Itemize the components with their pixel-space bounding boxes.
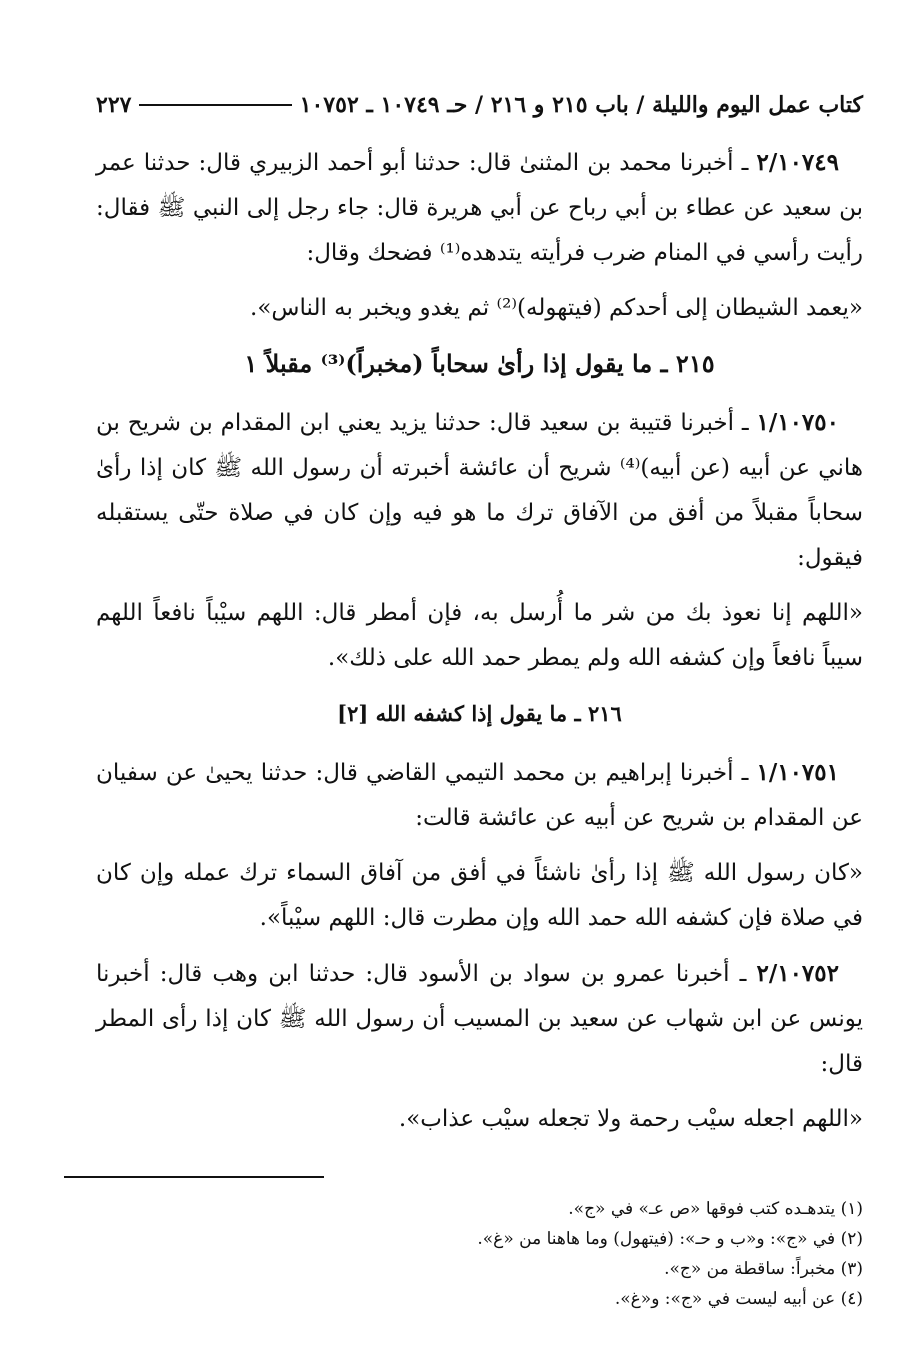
main-text (96, 140, 863, 1152)
hadith-number: ٢/١٠٧٤٩ (756, 149, 839, 176)
hadith-number: ٢/١٠٧٥٢ (756, 960, 839, 987)
hadith-10749 (96, 140, 863, 276)
chapter-heading-215: ٢١٥ ـ ما يقول إذا رأىٰ سحاباً (مخبراً)⁽³⁾ مقبلاً ١ (244, 349, 715, 378)
chapter-heading-216: ٢١٦ ـ ما يقول إذا كشفه الله [٢] (337, 701, 622, 726)
hadith-10750 (96, 400, 863, 581)
page-number: ٢٢٧ (96, 92, 132, 118)
hadith-text: ـ أخبرنا عمرو بن سواد بن الأسود قال: حدثنا ابن وهب قال: أخبرنا يونس عن ابن شهاب عن سعيد بن المسيب أن رسول الله ﷺ كان إذا رأى المطر قال: (96, 961, 863, 1077)
footnote-4: (٤) عن أبيه ليست في «ج»: و«غ». (614, 1289, 863, 1309)
hadith-quote: «كان رسول الله ﷺ إذا رأىٰ ناشئاً في أفق من آفاق السماء ترك عمله وإن كان في صلاة فإن كشفه الله حمد الله وإن مطرت قال: اللهم سيْباً». (96, 860, 863, 931)
footnote-separator (64, 1176, 324, 1178)
page-header (96, 86, 863, 124)
hadith-quote: «يعمد الشيطان إلى أحدكم (فيتهوله)⁽²⁾ ثم يغدو ويخبر به الناس». (250, 295, 863, 321)
footnote-2: (٢) في «ج»: و«ب و حـ»: (فيتهول) وما هاهنا من «غ». (477, 1229, 863, 1249)
hadith-text: ـ أخبرنا قتيبة بن سعيد قال: حدثنا يزيد يعني ابن المقدام بن شريح بن هاني عن أبيه (عن أبيه)⁽⁴⁾ شريح أن عائشة أخبرته أن رسول الله ﷺ كان إذا رأىٰ سحاباً مقبلاً من أفق من الآفاق ترك ما هو فيه وإن كان في صلاة حتّى يستقبله فيقول: (96, 410, 863, 571)
hadith-10751 (96, 750, 863, 841)
footnote-3: (٣) مخبراً: ساقطة من «ج». (664, 1259, 863, 1279)
header-rule (139, 104, 291, 106)
hadith-text: ـ أخبرنا محمد بن المثنىٰ قال: حدثنا أبو أحمد الزبيري قال: حدثنا عمر بن سعيد عن عطاء بن أبي رباح عن أبي هريرة قال: جاء رجل إلى النبي ﷺ فقال: رأيت رأسي في المنام ضرب فرأيته يتدهده⁽¹⁾ فضحك وقال: (96, 150, 863, 266)
hadith-quote: «اللهم اجعله سيْب رحمة ولا تجعله سيْب عذاب». (398, 1106, 863, 1132)
hadith-quote: «اللهم إنا نعوذ بك من شر ما أُرسل به، فإن أمطر قال: اللهم سيْباً نافعاً اللهم سيباً نافعاً وإن كشفه الله ولم يمطر حمد الله على ذلك». (96, 600, 863, 671)
running-title: كتاب عمل اليوم والليلة / باب ٢١٥ و ٢١٦ / حـ ١٠٧٤٩ ـ ١٠٧٥٢ (299, 92, 863, 118)
footnote-1: (١) يتدهـده كتب فوقها «ص عـ» في «ج». (568, 1199, 863, 1219)
hadith-number: ١/١٠٧٥١ (756, 759, 839, 786)
hadith-text: ـ أخبرنا إبراهيم بن محمد التيمي القاضي قال: حدثنا يحيىٰ عن سفيان عن المقدام بن شريح عن أبيه عن عائشة قالت: (96, 760, 863, 831)
hadith-10752 (96, 951, 863, 1087)
footnotes (80, 1194, 863, 1314)
hadith-number: ١/١٠٧٥٠ (756, 409, 839, 436)
